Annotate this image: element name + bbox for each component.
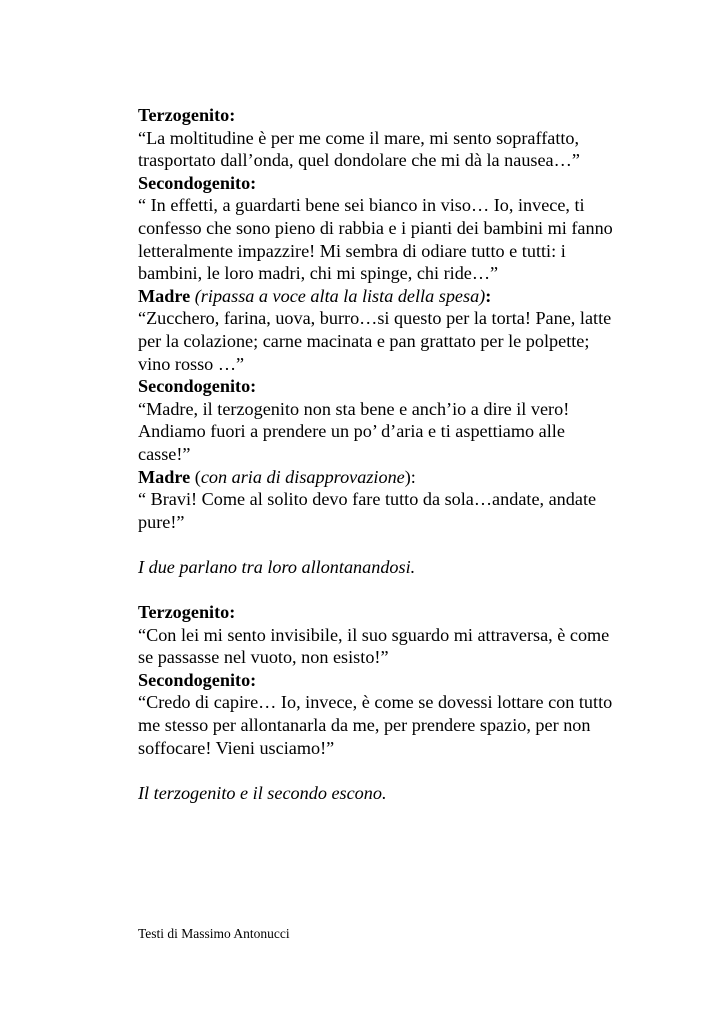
dialogue-line: per la colazione; carne macinata e pan grattato per le polpette; [138,330,590,351]
paren-close: ): [404,466,416,487]
speaker-heading [138,285,658,308]
dialogue-line: “La moltitudine è per me come il mare, mi sento sopraffatto, [138,127,580,148]
page-footer: Testi di Massimo Antonucci [138,926,290,941]
dialogue-line: letteralmente impazzire! Mi sembra di odiare tutto e tutti: i [138,240,566,261]
dialogue-line: soffocare! Vieni usciamo!” [138,737,335,758]
dialogue-line: vino rosso …” [138,353,245,374]
script-page [138,104,658,804]
blank-line [138,759,658,782]
blank-line [138,578,658,601]
blank-line [138,533,658,556]
speaker-label: Secondogenito: [138,172,257,193]
dialogue-line: trasportato dall’onda, quel dondolare che mi dà la nausea…” [138,150,580,171]
speaker-label: Terzogenito: [138,602,236,623]
dialogue-line: Andiamo fuori a prendere un po’ d’aria e ti aspettiamo alle [138,421,565,442]
dialogue-line: “Zucchero, farina, uova, burro…si questo per la torta! Pane, latte [138,308,612,329]
stage-direction: con aria di disapprovazione [200,466,405,487]
speaker-label: Madre [138,285,191,306]
paren-open: ( [190,466,201,487]
dialogue-line: se passasse nel vuoto, non esisto!” [138,647,389,668]
dialogue-line: “Credo di capire… Io, invece, è come se dovessi lottare con tutto [138,692,613,713]
speaker-label: Secondogenito: [138,376,257,397]
stage-direction-line: Il terzogenito e il secondo escono. [138,782,387,803]
dialogue-line: “Con lei mi sento invisibile, il suo sguardo mi attraversa, è come [138,624,610,645]
dialogue-line: bambini, le loro madri, chi mi spinge, chi ride…” [138,263,499,284]
dialogue-line: “ In effetti, a guardarti bene sei bianco in viso… Io, invece, ti [138,195,585,216]
speaker-colon: : [485,285,492,306]
speaker-heading [138,466,658,489]
speaker-label: Secondogenito: [138,669,257,690]
speaker-label: Madre [138,466,191,487]
speaker-label: Terzogenito: [138,105,236,125]
dialogue-line: me stesso per allontanarla da me, per prendere spazio, per non [138,715,591,736]
stage-direction-line: I due parlano tra loro allontanandosi. [138,556,416,577]
dialogue-line: “Madre, il terzogenito non sta bene e anch’io a dire il vero! [138,398,570,419]
stage-direction: (ripassa a voce alta la lista della spesa) [194,285,486,306]
dialogue-line: casse!” [138,443,191,464]
dialogue-line: “ Bravi! Come al solito devo fare tutto da sola…andate, andate [138,489,597,510]
dialogue-line: pure!” [138,511,185,532]
dialogue-line: confesso che sono pieno di rabbia e i pianti dei bambini mi fanno [138,217,613,238]
